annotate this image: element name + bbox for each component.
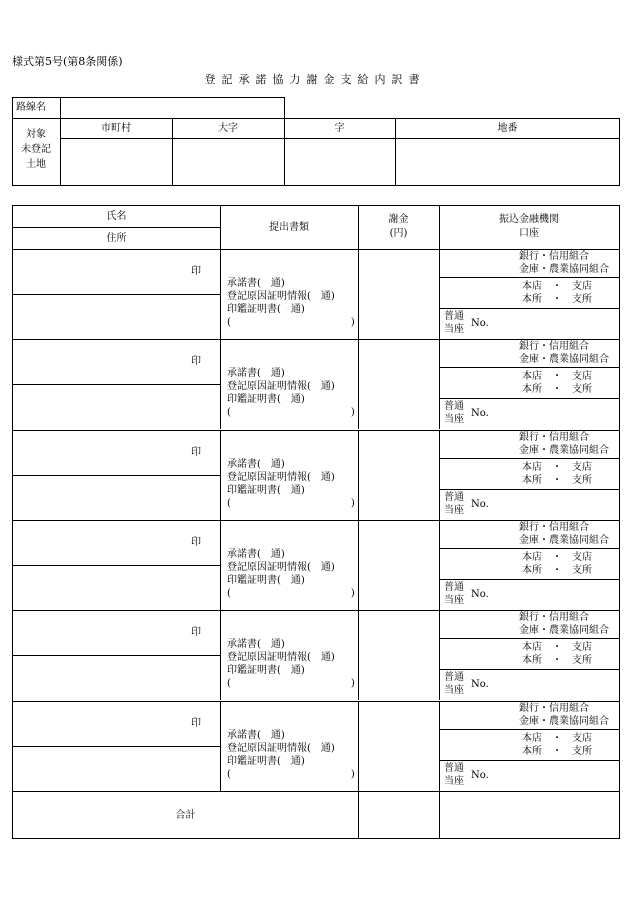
account-type-line: 当座 (444, 414, 464, 426)
doc-line: 承諾書( 通) (227, 639, 285, 651)
doc-line: 印鑑証明書( 通) (227, 304, 305, 315)
account-number-label: No. (471, 588, 489, 600)
payment-breakdown-table (12, 205, 620, 839)
doc-line: ( ) (227, 497, 355, 509)
bank-type-line: 銀行・信用組合 (519, 612, 589, 624)
bank-type-line: 金庫・農業協同組合 (519, 625, 609, 637)
seal-mark: 印 (191, 356, 201, 368)
account-type-line: 当座 (444, 594, 464, 606)
doc-line: 印鑑証明書( 通) (227, 574, 305, 586)
total-label: 合計 (175, 810, 196, 821)
bank-type-line: 銀行・信用組合 (519, 251, 589, 262)
doc-line: 登記原因証明情報( 通) (227, 381, 335, 393)
payee-row (13, 339, 619, 429)
column-header-aza: 字 (334, 123, 345, 134)
account-number-label: No. (471, 318, 489, 329)
account-number-label: No. (471, 769, 489, 781)
doc-line: 承諾書( 通) (227, 278, 285, 289)
bank-type-line: 銀行・信用組合 (519, 521, 589, 533)
header-fee-unit: (円) (389, 228, 408, 239)
payee-row (13, 430, 619, 520)
account-type-line: 普通 (444, 581, 464, 593)
account-type-line: 普通 (444, 491, 464, 503)
doc-line: 印鑑証明書( 通) (227, 484, 305, 496)
seal-mark: 印 (191, 717, 201, 729)
doc-line: 印鑑証明書( 通) (227, 394, 305, 406)
account-number-label: No. (471, 408, 489, 420)
header-fee: 謝金 (388, 214, 409, 225)
doc-line: 登記原因証明情報( 通) (227, 561, 335, 573)
bank-type-line: 金庫・農業協同組合 (519, 715, 609, 727)
doc-line: 印鑑証明書( 通) (227, 665, 305, 677)
branch-line: 本所 ・ 支所 (522, 474, 592, 486)
bank-type-line: 銀行・信用組合 (519, 431, 589, 443)
seal-mark: 印 (191, 446, 201, 458)
payee-row (13, 520, 619, 610)
doc-line: 登記原因証明情報( 通) (227, 652, 335, 664)
header-account: 口座 (519, 228, 539, 239)
account-type-line: 当座 (444, 324, 464, 335)
header-documents: 提出書類 (269, 222, 309, 233)
header-bank: 振込金融機関 (499, 214, 559, 225)
bank-type-line: 銀行・信用組合 (519, 341, 589, 353)
doc-line: ( ) (227, 768, 355, 780)
side-label-line: 未登記 (21, 144, 51, 155)
account-type-line: 普通 (444, 311, 464, 322)
account-type-line: 普通 (444, 762, 464, 774)
header-row (13, 206, 619, 249)
total-row (13, 791, 619, 838)
header-name: 氏名 (106, 211, 127, 222)
doc-line: ( ) (227, 317, 355, 328)
account-type-line: 当座 (444, 685, 464, 697)
doc-line: 承諾書( 通) (227, 458, 285, 470)
side-label-line: 土地 (26, 159, 46, 170)
account-number-label: No. (471, 679, 489, 691)
bank-type-line: 金庫・農業協同組合 (519, 264, 609, 275)
doc-line: 承諾書( 通) (227, 548, 285, 560)
doc-line: 登記原因証明情報( 通) (227, 471, 335, 483)
column-header-oaza: 大字 (218, 123, 238, 134)
route-name-label: 路線名 (16, 102, 46, 113)
doc-line: 印鑑証明書( 通) (227, 755, 305, 767)
branch-line: 本店 ・ 支店 (522, 732, 592, 744)
route-land-table (12, 97, 620, 186)
doc-line: 登記原因証明情報( 通) (227, 291, 335, 302)
branch-line: 本店 ・ 支店 (522, 281, 592, 292)
account-type-line: 普通 (444, 672, 464, 684)
seal-mark: 印 (191, 627, 201, 639)
column-header-municipality: 市町村 (101, 123, 131, 134)
doc-line: ( ) (227, 407, 355, 419)
doc-line: 登記原因証明情報( 通) (227, 742, 335, 754)
branch-line: 本店 ・ 支店 (522, 551, 592, 563)
payee-row (13, 249, 619, 339)
bank-type-line: 金庫・農業協同組合 (519, 444, 609, 456)
doc-line: 承諾書( 通) (227, 729, 285, 741)
payee-row (13, 701, 619, 791)
payee-row (13, 610, 619, 700)
account-type-line: 当座 (444, 504, 464, 516)
form-number: 様式第5号(第8条関係) (12, 55, 123, 68)
branch-line: 本店 ・ 支店 (522, 461, 592, 473)
column-header-lot-number: 地番 (497, 123, 518, 134)
account-number-label: No. (471, 498, 489, 510)
seal-mark: 印 (191, 536, 201, 548)
branch-line: 本所 ・ 支所 (522, 294, 592, 305)
side-label-line: 対象 (26, 129, 46, 140)
branch-line: 本所 ・ 支所 (522, 745, 592, 757)
account-type-line: 当座 (444, 775, 464, 787)
header-address: 住所 (106, 233, 127, 244)
bank-type-line: 金庫・農業協同組合 (519, 354, 609, 366)
seal-mark: 印 (191, 266, 201, 277)
branch-line: 本所 ・ 支所 (522, 564, 592, 576)
branch-line: 本所 ・ 支所 (522, 384, 592, 396)
bank-type-line: 金庫・農業協同組合 (519, 534, 609, 546)
bank-type-line: 銀行・信用組合 (519, 702, 589, 714)
branch-line: 本所 ・ 支所 (522, 655, 592, 667)
doc-line: ( ) (227, 587, 355, 599)
branch-line: 本店 ・ 支店 (522, 642, 592, 654)
doc-line: ( ) (227, 678, 355, 690)
account-type-line: 普通 (444, 401, 464, 413)
document-title: 登記承諾協力謝金支給内訳書 (204, 73, 426, 86)
doc-line: 承諾書( 通) (227, 368, 285, 380)
branch-line: 本店 ・ 支店 (522, 371, 592, 383)
